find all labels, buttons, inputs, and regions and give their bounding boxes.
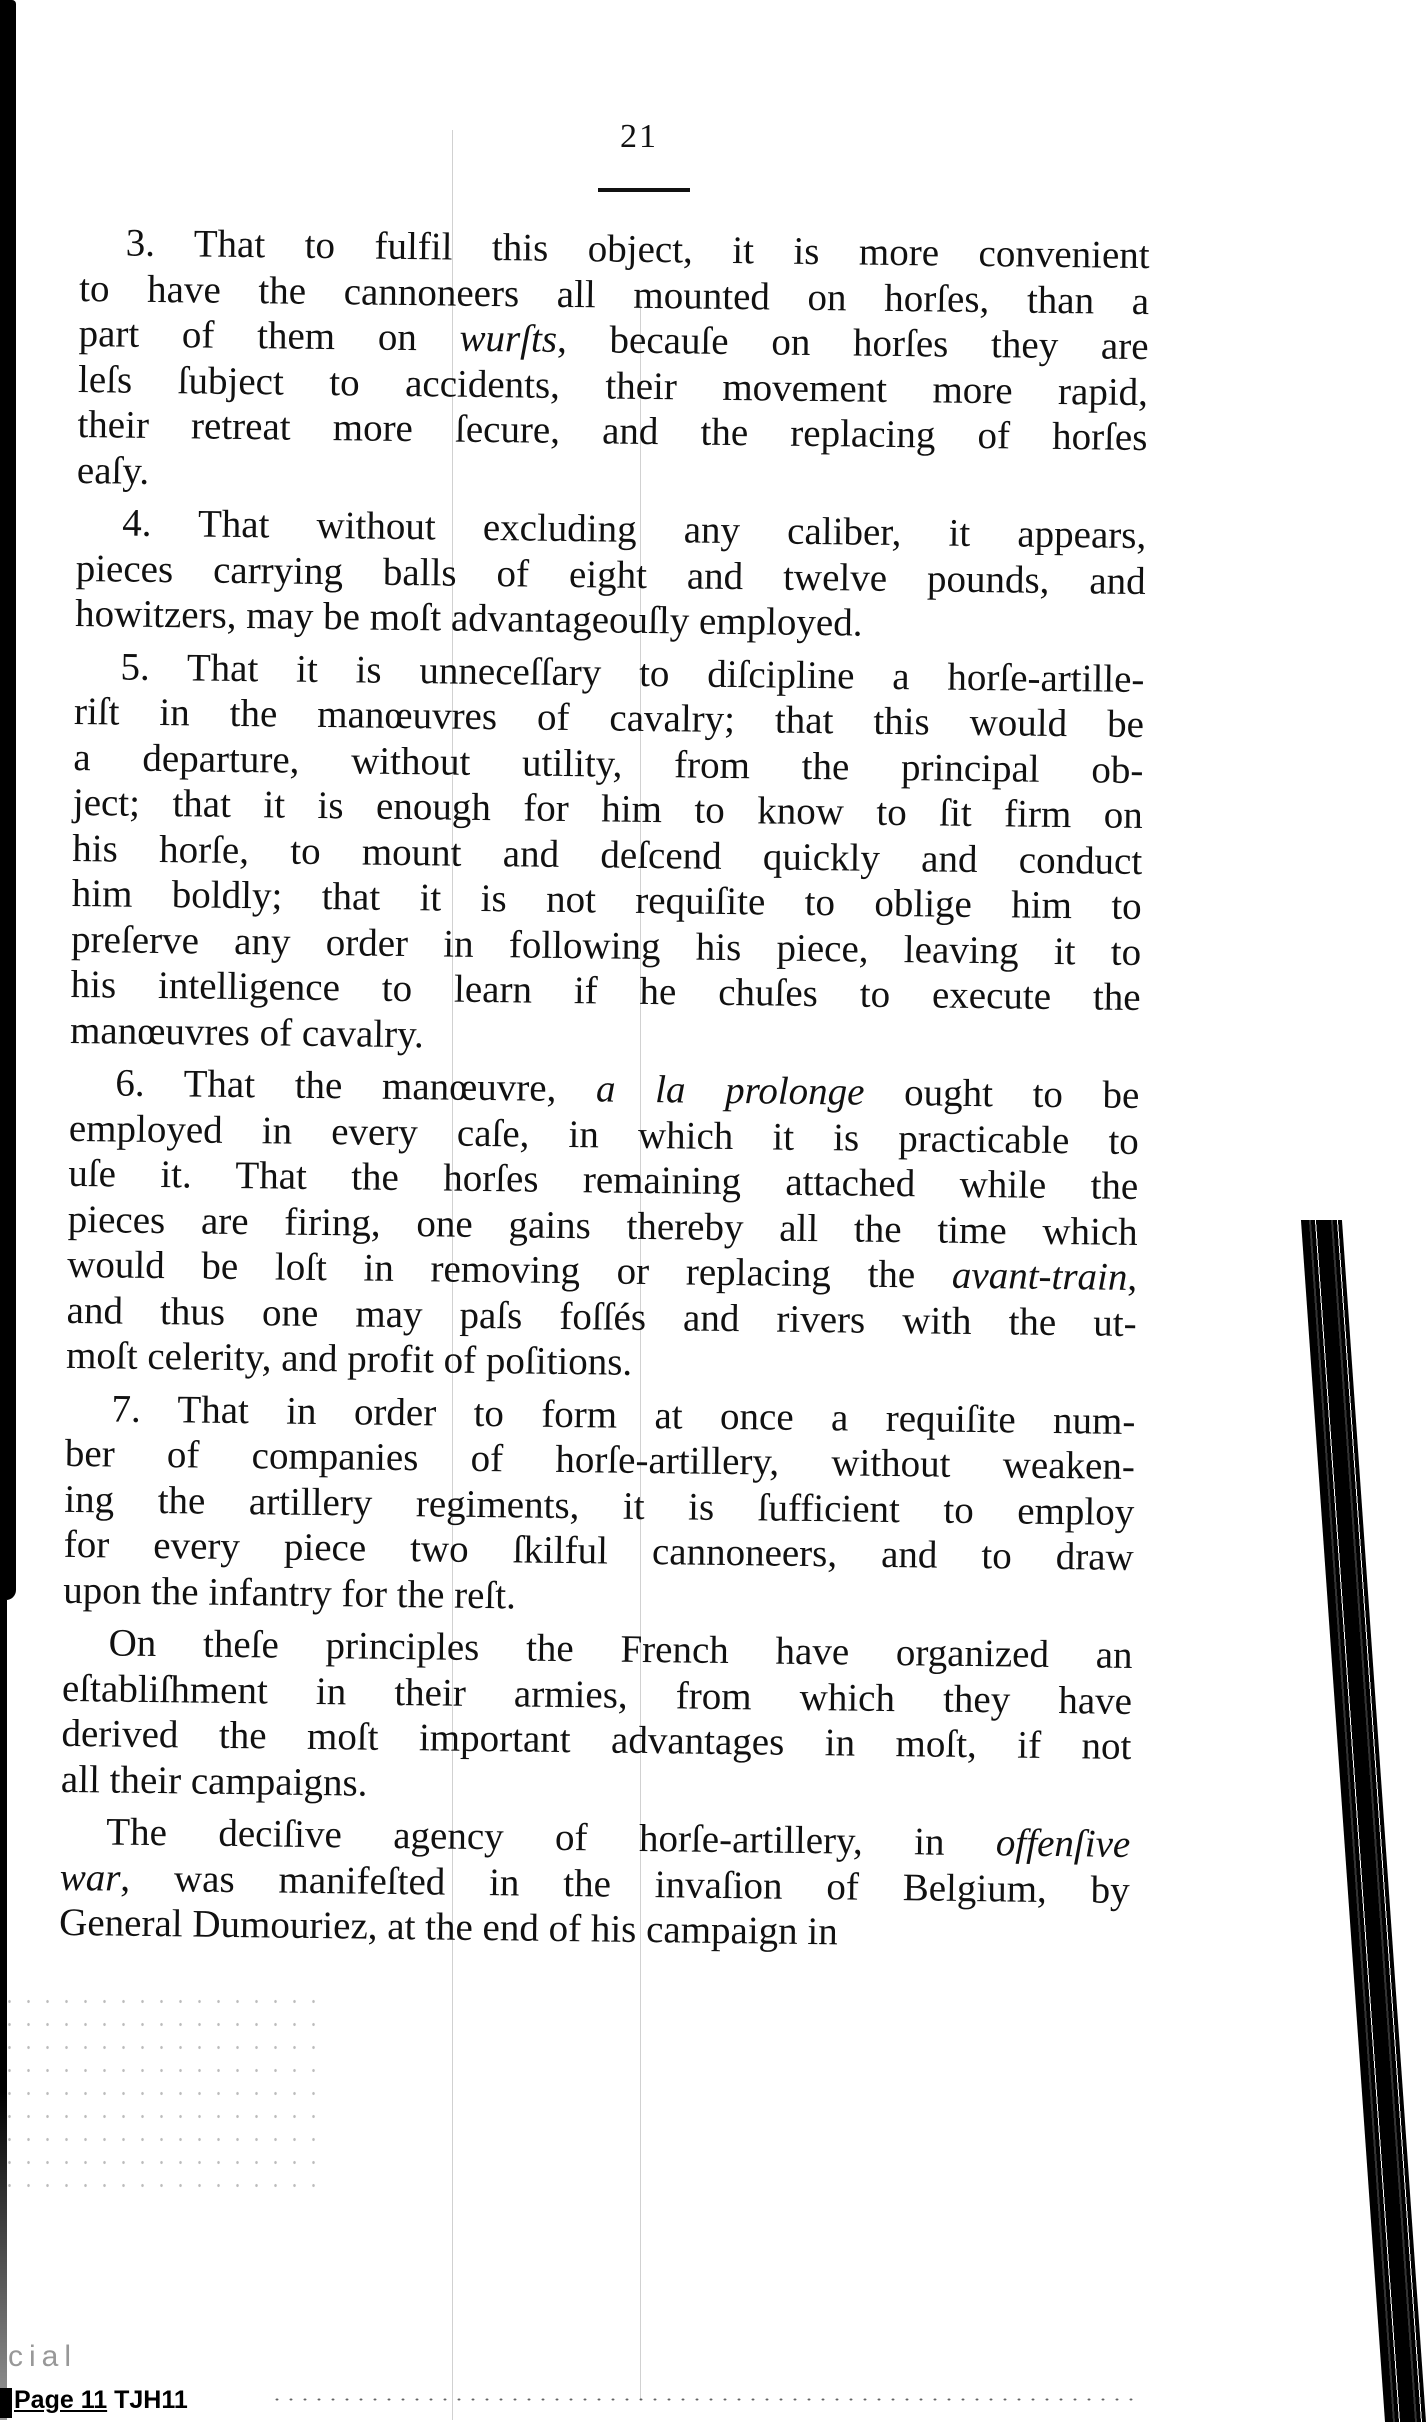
text-line: him boldly; that it is not requiſite to oblige him to (71, 871, 1142, 929)
text-line: 7. That in order to form at once a requiſite num- (111, 1386, 1136, 1443)
text-line: and thus one may paſs foſſés and rivers with the ut- (66, 1288, 1137, 1345)
italic-term: wurſts (459, 316, 558, 361)
header-rule (598, 188, 690, 192)
faded-stamp: cial (8, 2340, 78, 2373)
scan-edge-shadow-right (1301, 1220, 1426, 2422)
scan-speckle (270, 2395, 1140, 2407)
text-line: 5. That it is unneceſſary to diſcipline a horſe-artille- (120, 645, 1145, 701)
text-line: manœuvres of cavalry. (69, 1008, 425, 1056)
paragraph-decisive-agency (59, 1809, 1131, 1959)
text-line: moſt celerity, and profit of poſitions. (65, 1333, 633, 1384)
text-line: part of them on wurſts, becauſe on horſes they are (78, 311, 1149, 369)
paragraph-item-5 (70, 643, 1145, 1066)
text-line: their retreat more ſecure, and the replacing of horſes (77, 402, 1148, 460)
text-line: The deciſive agency of horſe-artillery, in offenſive (106, 1810, 1131, 1866)
italic-term: war (59, 1855, 121, 1900)
paragraph-item-4 (75, 500, 1147, 650)
text-line: would be loſt in removing or replacing the avant-train, (66, 1242, 1138, 1299)
italic-term: offenſive (995, 1821, 1131, 1866)
text-line: ject; that it is enough for him to know to ſit firm on (72, 780, 1144, 838)
text-line: derived the moſt important advantages in moſt, if not (61, 1711, 1132, 1768)
text-line: eſtabliſhment in their armies, from which they have (61, 1666, 1133, 1723)
paragraph-item-3 (77, 220, 1150, 506)
text-line: leſs ſubject to accidents, their movement more rapid, (77, 357, 1149, 414)
paragraph-item-7 (63, 1385, 1136, 1626)
text-line: pieces carrying balls of eight and twelve pounds, and (75, 546, 1146, 603)
text-line: eaſy. (76, 448, 150, 493)
text-line: a departure, without utility, from the principal ob- (73, 735, 1144, 792)
text-line: employed in every caſe, in which it is practicable to (68, 1106, 1140, 1163)
text-line: 6. That the manœuvre, a la prolonge ought to be (115, 1061, 1140, 1118)
footer-doc-id: TJH11 (114, 2386, 188, 2414)
text-line: to have the cannoneers all mounted on horſes, than a (78, 266, 1150, 323)
text-line: for every piece two ſkilful cannoneers, and to draw (63, 1522, 1135, 1579)
scan-speckle (0, 1990, 330, 2190)
body-text (59, 220, 1150, 1965)
footer-marker (0, 2388, 12, 2418)
text-line: preſerve any order in following his piece, leaving it to (70, 917, 1142, 974)
scan-edge-shadow-left (0, 0, 16, 1600)
footer-page-label: Page 11 (14, 2386, 108, 2414)
text-line: General Dumouriez, at the end of his campaign in (58, 1900, 839, 1954)
paragraph-principles (61, 1620, 1133, 1815)
text-line: his intelligence to learn if he chuſes to execute the (70, 962, 1141, 1020)
text-line: howitzers, may be moſt advantageouſly employed. (74, 591, 863, 645)
text-line: On theſe principles the French have organized an (108, 1621, 1133, 1677)
page-number: 21 (620, 118, 658, 155)
text-line: 3. That to fulfil this object, it is more convenient (125, 221, 1150, 278)
text-line: riſt in the manœuvres of cavalry; that this would be (73, 689, 1145, 747)
text-line: uſe it. That the horſes remaining attached while the (68, 1151, 1139, 1208)
text-line: 4. That without excluding any caliber, it appears, (122, 501, 1147, 558)
text-line: all their campaigns. (60, 1757, 368, 1805)
italic-term: a la prolonge (595, 1067, 865, 1114)
text-line: ber of companies of horſe-artillery, without weaken- (64, 1431, 1136, 1488)
text-line: pieces are firing, one gains thereby all the time which (67, 1197, 1138, 1254)
text-line: upon the infantry for the reſt. (63, 1568, 517, 1617)
text-line: war, was manifeſted in the invaſion of Belgium, by (59, 1855, 1130, 1912)
paragraph-item-6 (66, 1060, 1140, 1392)
page-footer-label (0, 2386, 188, 2415)
text-line: his horſe, to mount and deſcend quickly and conduct (72, 826, 1143, 883)
text-line: ing the artillery regiments, it is ſufficient to employ (64, 1477, 1135, 1534)
italic-term: avant-train (951, 1253, 1128, 1299)
